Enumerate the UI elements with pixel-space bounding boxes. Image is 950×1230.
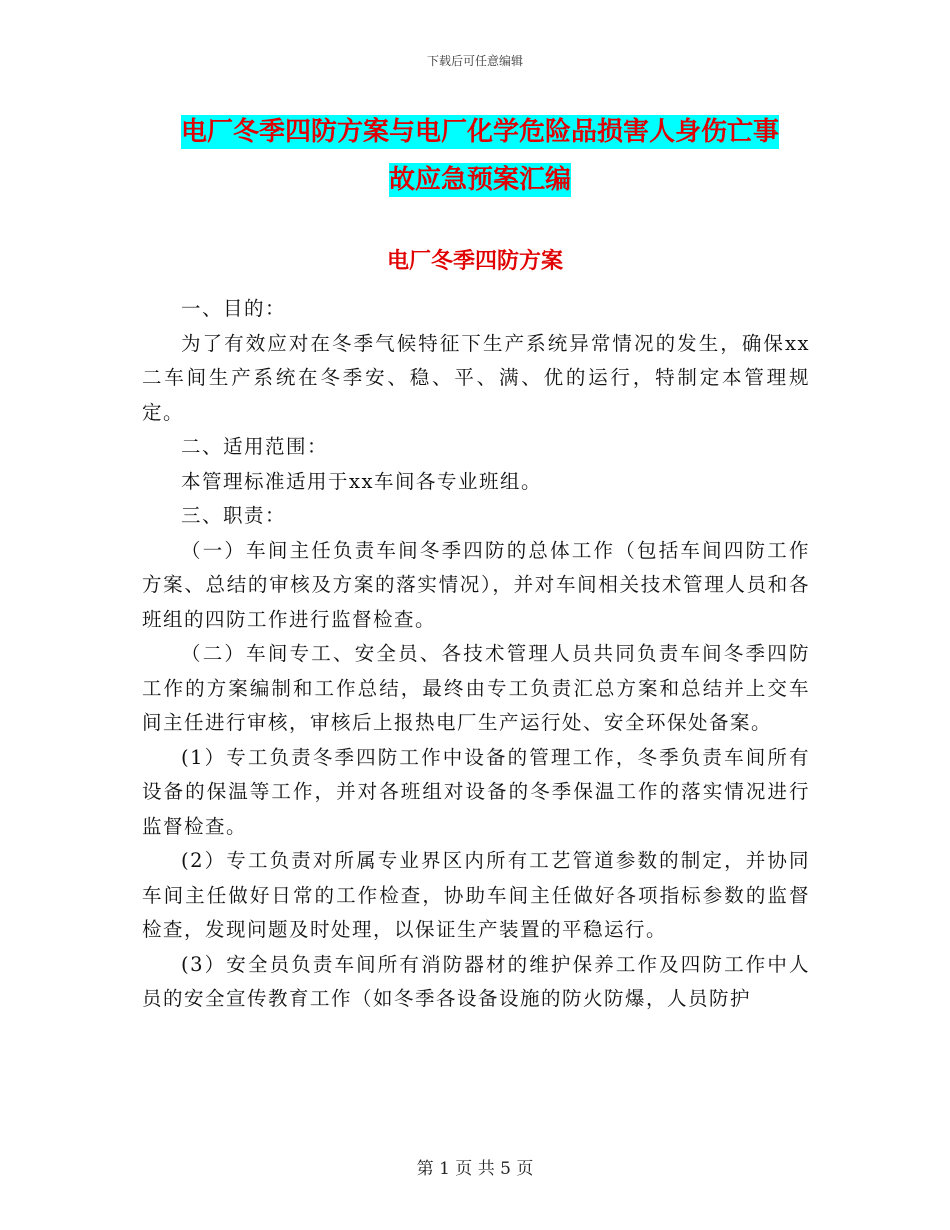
heading-scope: 二、适用范围： xyxy=(181,435,329,458)
heading-purpose: 一、目的： xyxy=(181,297,287,320)
paragraph-purpose: 为了有效应对在冬季气候特征下生产系统异常情况的发生，确保xx二车间生产系统在冬季安、稳、平、满、优的运行，特制定本管理规定。 xyxy=(142,331,810,424)
paragraph-responsibility-2: （二）车间专工、安全员、各技术管理人员共同负责车间冬季四防工作的方案编制和工作总结，最终由专工负责汇总方案和总结并上交车间主任进行审核，审核后上报热电厂生产运行处、安全环保处备案。 xyxy=(142,642,810,734)
heading-responsibilities: 三、职责： xyxy=(181,504,287,527)
document-title xyxy=(140,108,820,204)
paragraph-responsibility-1: （一）车间主任负责车间冬季四防的总体工作（包括车间四防工作方案、总结的审核及方案的落实情况），并对车间相关技术管理人员和各班组的四防工作进行监督检查。 xyxy=(142,538,810,631)
page-header-note: 下载后可任意编辑 xyxy=(426,54,523,68)
document-title-line1: 电厂冬季四防方案与电厂化学危险品损害人身伤亡事 xyxy=(180,117,779,147)
paragraph-scope: 本管理标准适用于xx车间各专业班组。 xyxy=(181,469,542,493)
document-title-line2: 故应急预案汇编 xyxy=(388,165,571,195)
paragraph-duty-1: (1）专工负责冬季四防工作中设备的管理工作，冬季负责车间所有设备的保温等工作，并对各班组对设备的冬季保温工作的落实情况进行监督检查。 xyxy=(142,745,810,838)
section-title: 电厂冬季四防方案 xyxy=(386,249,563,274)
paragraph-duty-2: (2）专工负责对所属专业界区内所有工艺管道参数的制定，并协同车间主任做好日常的工作检查，协助车间主任做好各项指标参数的监督检查，发现问题及时处理，以保证生产装置的平稳运行。 xyxy=(142,849,810,941)
page-number: 第 1 页 共 5 页 xyxy=(416,1159,534,1179)
paragraph-duty-3: (3）安全员负责车间所有消防器材的维护保养工作及四防工作中人员的安全宣传教育工作（如冬季各设备设施的防火防爆，人员防护 xyxy=(142,952,810,1010)
document-body xyxy=(142,292,810,1017)
